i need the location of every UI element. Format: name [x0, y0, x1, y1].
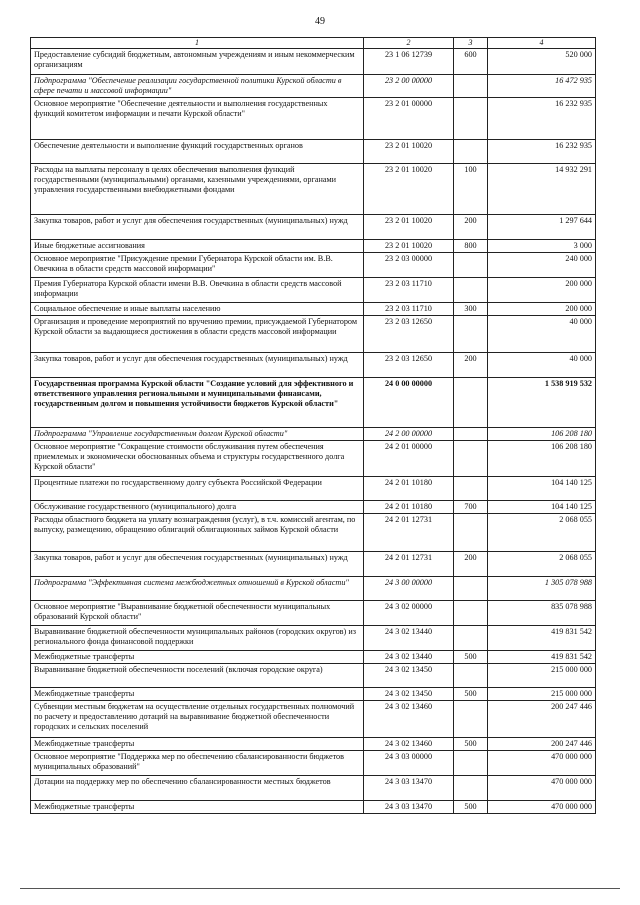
- row-expense-type: 100: [454, 164, 488, 215]
- table-header-row: [31, 38, 596, 49]
- row-name: Основное мероприятие "Обеспечение деятельности и выполнения государственных функций комитетом информации и печати Курской области": [31, 98, 364, 140]
- row-code: 23 2 01 00000: [364, 98, 454, 140]
- row-name: Основное мероприятие "Выравнивание бюджетной обеспеченности муниципальных образований Курской области": [31, 601, 364, 626]
- table-row: [31, 353, 596, 378]
- row-expense-type: [454, 577, 488, 601]
- row-amount: 1 538 919 532: [488, 378, 596, 428]
- table-row: [31, 552, 596, 577]
- row-code: 23 2 01 10020: [364, 164, 454, 215]
- row-code: 23 1 06 12739: [364, 49, 454, 75]
- row-name: Закупка товаров, работ и услуг для обеспечения государственных (муниципальных) нужд: [31, 215, 364, 240]
- table-row: [31, 801, 596, 814]
- table-row: [31, 140, 596, 164]
- row-name: Закупка товаров, работ и услуг для обеспечения государственных (муниципальных) нужд: [31, 353, 364, 378]
- row-expense-type: 500: [454, 801, 488, 814]
- row-amount: 40 000: [488, 353, 596, 378]
- table-row: [31, 428, 596, 441]
- row-expense-type: [454, 626, 488, 651]
- row-amount: 2 068 055: [488, 514, 596, 552]
- row-expense-type: [454, 601, 488, 626]
- table-row: [31, 664, 596, 688]
- row-code: 24 2 01 00000: [364, 441, 454, 477]
- row-name: Расходы областного бюджета на уплату вознаграждения (услуг), в т.ч. комиссий агентам, по выпуску, размещению, обращению облигаций облигационных займов Курской области: [31, 514, 364, 552]
- row-amount: 419 831 542: [488, 626, 596, 651]
- row-name: Иные бюджетные ассигнования: [31, 240, 364, 253]
- row-expense-type: [454, 441, 488, 477]
- row-name: Межбюджетные трансферты: [31, 688, 364, 701]
- row-amount: 200 000: [488, 303, 596, 316]
- row-expense-type: [454, 98, 488, 140]
- row-amount: 200 247 446: [488, 738, 596, 751]
- row-code: 24 3 00 00000: [364, 577, 454, 601]
- row-name: Подпрограмма "Обеспечение реализации государственной политики Курской области в сфере печати и массовой информации": [31, 75, 364, 98]
- table-row: [31, 477, 596, 501]
- row-expense-type: 200: [454, 215, 488, 240]
- header-col-2: 2: [364, 38, 454, 49]
- row-expense-type: [454, 75, 488, 98]
- row-amount: 106 208 180: [488, 428, 596, 441]
- row-amount: 14 932 291: [488, 164, 596, 215]
- row-expense-type: 300: [454, 303, 488, 316]
- table-row: [31, 601, 596, 626]
- row-code: 23 2 01 10020: [364, 215, 454, 240]
- row-amount: 215 000 000: [488, 688, 596, 701]
- row-amount: 16 472 935: [488, 75, 596, 98]
- row-amount: 240 000: [488, 253, 596, 278]
- row-name: Обслуживание государственного (муниципального) долга: [31, 501, 364, 514]
- row-code: 24 3 03 00000: [364, 751, 454, 776]
- row-name: Премия Губернатора Курской области имени В.В. Овечкина в области средств массовой информации: [31, 278, 364, 303]
- row-amount: 835 078 988: [488, 601, 596, 626]
- table-row: [31, 378, 596, 428]
- row-name: Дотации на поддержку мер по обеспечению сбалансированности местных бюджетов: [31, 776, 364, 801]
- row-name: Подпрограмма "Управление государственным долгом Курской области": [31, 428, 364, 441]
- table-row: [31, 738, 596, 751]
- row-name: Обеспечение деятельности и выполнение функций государственных органов: [31, 140, 364, 164]
- row-expense-type: 800: [454, 240, 488, 253]
- table-row: [31, 514, 596, 552]
- row-expense-type: 500: [454, 688, 488, 701]
- row-expense-type: [454, 477, 488, 501]
- row-code: 24 2 01 12731: [364, 514, 454, 552]
- row-expense-type: 500: [454, 651, 488, 664]
- row-expense-type: [454, 253, 488, 278]
- row-code: 24 3 02 13450: [364, 688, 454, 701]
- row-code: 23 2 03 11710: [364, 278, 454, 303]
- row-amount: 200 000: [488, 278, 596, 303]
- row-expense-type: [454, 140, 488, 164]
- table-row: [31, 501, 596, 514]
- table-row: [31, 253, 596, 278]
- row-expense-type: [454, 776, 488, 801]
- table-row: [31, 776, 596, 801]
- row-amount: 215 000 000: [488, 664, 596, 688]
- row-expense-type: 200: [454, 552, 488, 577]
- row-expense-type: [454, 316, 488, 353]
- row-code: 23 2 03 12650: [364, 316, 454, 353]
- row-expense-type: [454, 428, 488, 441]
- row-expense-type: [454, 514, 488, 552]
- row-name: Расходы на выплаты персоналу в целях обеспечения выполнения функций государственными (муниципальными) органами, казенными учреждениями, органами управления государственными внебюджетными фондами: [31, 164, 364, 215]
- row-expense-type: [454, 664, 488, 688]
- table-row: [31, 751, 596, 776]
- row-amount: 200 247 446: [488, 701, 596, 738]
- row-name: Основное мероприятие "Сокращение стоимости обслуживания путем обеспечения приемлемых и экономически обоснованных объема и структуры государственного долга Курской области": [31, 441, 364, 477]
- row-amount: 3 000: [488, 240, 596, 253]
- row-code: 24 3 02 13460: [364, 701, 454, 738]
- table-row: [31, 75, 596, 98]
- row-code: 23 2 01 10020: [364, 240, 454, 253]
- table-row: [31, 303, 596, 316]
- row-amount: 106 208 180: [488, 441, 596, 477]
- row-code: 24 3 02 13450: [364, 664, 454, 688]
- row-amount: 2 068 055: [488, 552, 596, 577]
- row-amount: 470 000 000: [488, 776, 596, 801]
- table-row: [31, 701, 596, 738]
- row-code: 24 0 00 00000: [364, 378, 454, 428]
- row-expense-type: 500: [454, 738, 488, 751]
- page-number: 49: [315, 16, 325, 27]
- table-row: [31, 441, 596, 477]
- row-amount: 520 000: [488, 49, 596, 75]
- row-expense-type: 600: [454, 49, 488, 75]
- row-code: 24 2 00 00000: [364, 428, 454, 441]
- row-code: 24 3 03 13470: [364, 801, 454, 814]
- row-expense-type: 700: [454, 501, 488, 514]
- row-code: 23 2 01 10020: [364, 140, 454, 164]
- row-amount: 470 000 000: [488, 751, 596, 776]
- row-name: Межбюджетные трансферты: [31, 651, 364, 664]
- row-code: 24 3 03 13470: [364, 776, 454, 801]
- row-expense-type: [454, 378, 488, 428]
- row-name: Процентные платежи по государственному долгу субъекта Российской Федерации: [31, 477, 364, 501]
- header-col-4: 4: [488, 38, 596, 49]
- row-name: Субвенции местным бюджетам на осуществление отдельных государственных полномочий по расчету и предоставлению дотаций на выравнивание бюджетной обеспеченности городских и сельских поселений: [31, 701, 364, 738]
- row-code: 24 3 02 13440: [364, 626, 454, 651]
- row-amount: 16 232 935: [488, 98, 596, 140]
- row-amount: 1 305 078 988: [488, 577, 596, 601]
- header-col-3: 3: [454, 38, 488, 49]
- row-code: 24 2 01 10180: [364, 501, 454, 514]
- row-code: 23 2 00 00000: [364, 75, 454, 98]
- table-row: [31, 577, 596, 601]
- row-code: 24 3 02 13460: [364, 738, 454, 751]
- table-row: [31, 278, 596, 303]
- table-row: [31, 164, 596, 215]
- row-amount: 104 140 125: [488, 477, 596, 501]
- row-name: Государственная программа Курской области "Создание условий для эффективного и ответственного управления региональными и муниципальными финансами, государственным долгом и повышения устойчивости бюджетов Курской области": [31, 378, 364, 428]
- row-amount: 419 831 542: [488, 651, 596, 664]
- table-row: [31, 98, 596, 140]
- table-row: [31, 215, 596, 240]
- row-name: Выравнивание бюджетной обеспеченности муниципальных районов (городских округов) из регионального фонда финансовой поддержки: [31, 626, 364, 651]
- row-amount: 1 297 644: [488, 215, 596, 240]
- row-code: 24 3 02 00000: [364, 601, 454, 626]
- table-row: [31, 688, 596, 701]
- row-expense-type: [454, 751, 488, 776]
- row-name: Организация и проведение мероприятий по вручению премии, присуждаемой Губернатором Курской области за выдающиеся достижения в области средств массовой информации: [31, 316, 364, 353]
- row-name: Межбюджетные трансферты: [31, 738, 364, 751]
- page-bottom-rule: [20, 888, 620, 889]
- row-amount: 104 140 125: [488, 501, 596, 514]
- row-amount: 470 000 000: [488, 801, 596, 814]
- row-code: 24 2 01 12731: [364, 552, 454, 577]
- row-name: Основное мероприятие "Поддержка мер по обеспечению сбалансированности бюджетов муниципальных образований": [31, 751, 364, 776]
- row-code: 24 2 01 10180: [364, 477, 454, 501]
- table-row: [31, 626, 596, 651]
- row-name: Предоставление субсидий бюджетным, автономным учреждениям и иным некоммерческим организациям: [31, 49, 364, 75]
- row-name: Основное мероприятие "Присуждение премии Губернатора Курской области им. В.В. Овечкина в области средств массовой информации": [31, 253, 364, 278]
- row-name: Выравнивание бюджетной обеспеченности поселений (включая городские округа): [31, 664, 364, 688]
- row-name: Закупка товаров, работ и услуг для обеспечения государственных (муниципальных) нужд: [31, 552, 364, 577]
- row-expense-type: 200: [454, 353, 488, 378]
- row-code: 24 3 02 13440: [364, 651, 454, 664]
- row-name: Социальное обеспечение и иные выплаты населению: [31, 303, 364, 316]
- row-name: Подпрограмма "Эффективная система межбюджетных отношений в Курской области": [31, 577, 364, 601]
- budget-table: [30, 37, 596, 814]
- table-row: [31, 49, 596, 75]
- row-code: 23 2 03 00000: [364, 253, 454, 278]
- table-row: [31, 240, 596, 253]
- row-amount: 40 000: [488, 316, 596, 353]
- table-row: [31, 651, 596, 664]
- row-name: Межбюджетные трансферты: [31, 801, 364, 814]
- row-code: 23 2 03 11710: [364, 303, 454, 316]
- row-amount: 16 232 935: [488, 140, 596, 164]
- header-col-1: 1: [31, 38, 364, 49]
- row-code: 23 2 03 12650: [364, 353, 454, 378]
- row-expense-type: [454, 278, 488, 303]
- table-row: [31, 316, 596, 353]
- row-expense-type: [454, 701, 488, 738]
